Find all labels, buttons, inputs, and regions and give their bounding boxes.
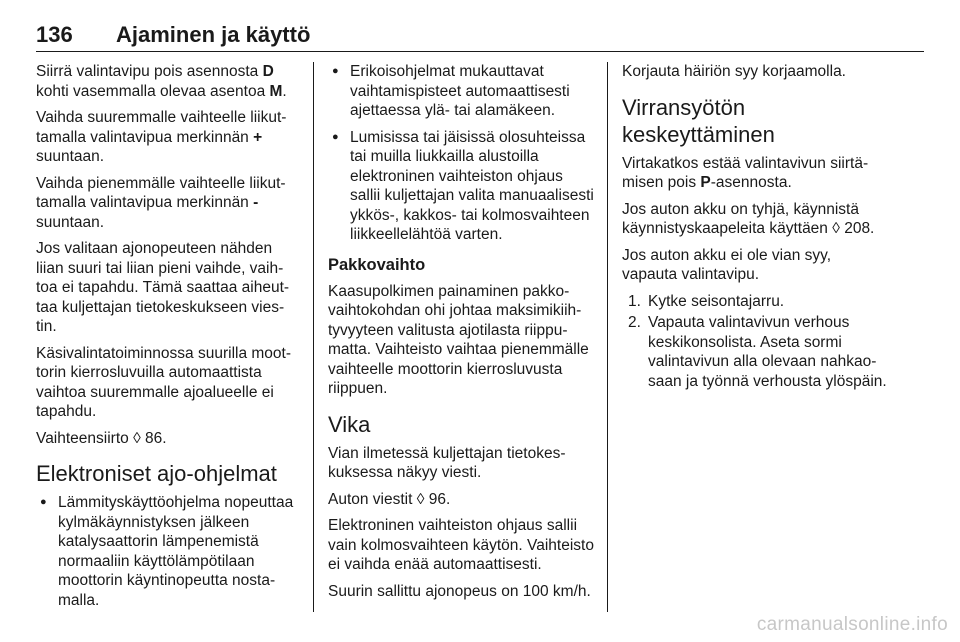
paragraph: Jos auton akku on tyhjä, käynnistä käynnistyskaapeleita käyttäen ◊ 208.: [622, 200, 875, 237]
paragraph: Käsivalintatoiminnossa suurilla moottorin kierrosluvuilla automaattista vaihtoa suuremmalle ajoalueelle ei tapahdu.: [36, 344, 292, 420]
column-divider: [607, 62, 608, 612]
paragraph: Kaasupolkimen painaminen pakkovaihtokohdan ohi johtaa maksimikiihtyvyyteen valitusta ajotilasta riippumatta. Vaihteisto vaihtaa pienemmälle vaihteelle moottorin kierrosluvusta riippuen.: [328, 282, 589, 397]
cross-reference: Auton viestit ◊ 96.: [328, 490, 451, 508]
bullet-list: [36, 493, 298, 610]
column-3: [622, 62, 890, 393]
section-heading: Elektroniset ajo-ohjelmat: [36, 461, 277, 486]
paragraph: Elektroninen vaihteiston ohjaus sallii vain kolmosvaihteen käytön. Vaihteisto ei vaihda enää automaattisesti.: [328, 517, 594, 573]
watermark: carmanualsonline.info: [756, 614, 948, 635]
cross-reference: Vaihteensiirto ◊ 86.: [36, 429, 167, 447]
list-item: 2. Vapauta valintavivun verhous keskikonsolista. Aseta sormi valintavivun alla olevaan nahkaosaan ja työnnä verhousta ylöspäin.: [628, 314, 887, 390]
page-header: [36, 18, 924, 52]
column-2: [328, 62, 596, 608]
paragraph: Jos auton akku ei ole vian syy, vapauta valintavipu.: [622, 246, 832, 283]
paragraph: Virtakatkos estää valintavivun siirtämisen pois P-asennosta.: [622, 154, 869, 191]
paragraph: Jos valitaan ajonopeuteen nähden liian suuri tai liian pieni vaihde, vaihtoa ei tapahdu. Tämä saattaa aiheuttaa kuljettajan tietokeskukseen viestin.: [36, 240, 290, 335]
paragraph: Vaihda suuremmalle vaihteelle liikuttamalla valintavipua merkinnän + suuntaan.: [36, 109, 287, 165]
section-heading: Vika: [328, 411, 371, 437]
column-1: [36, 62, 298, 617]
chapter-title: Ajaminen ja käyttö: [116, 22, 311, 47]
paragraph: Siirrä valintavipu pois asennosta D kohti vasemmalla olevaa asentoa M.: [36, 63, 287, 100]
list-item: ● Lämmityskäyttöohjelma nopeuttaa kylmäkäynnistyksen jälkeen katalysaattorin lämpenemistä normaaliin käyttölämpötilaan moottorin käyntinopeutta nostamalla.: [36, 493, 298, 610]
paragraph: Vaihda pienemmälle vaihteelle liikuttamalla valintavipua merkinnän - suuntaan.: [36, 174, 286, 231]
column-divider: [313, 62, 314, 612]
subsection-heading: Pakkovaihto: [328, 255, 426, 274]
numbered-list: [622, 292, 890, 392]
paragraph: Suurin sallittu ajonopeus on 100 km/h.: [328, 582, 591, 600]
bullet-list: [328, 62, 596, 245]
page-number: 136: [36, 22, 73, 47]
paragraph: Vian ilmetessä kuljettajan tietokeskuksessa näkyy viesti.: [328, 444, 566, 481]
paragraph: Korjauta häiriön syy korjaamolla.: [622, 63, 846, 80]
list-item: 1. Kytke seisontajarru.: [628, 292, 785, 310]
list-item: ● Lumisissa tai jäisissä olosuhteissa tai muilla liukkailla alustoilla elektroninen vaihteiston ohjaus sallii kuljettajan valita manuaalisesti ykkös-, kakkos- tai kolmosvaihteen liikkeellelähtöä varten.: [328, 128, 596, 245]
section-heading: Virransyötön keskeyttäminen: [622, 94, 775, 147]
list-item: ● Erikoisohjelmat mukauttavat vaihtamispisteet automaattisesti ajettaessa ylä- tai alamäkeen.: [328, 62, 596, 121]
